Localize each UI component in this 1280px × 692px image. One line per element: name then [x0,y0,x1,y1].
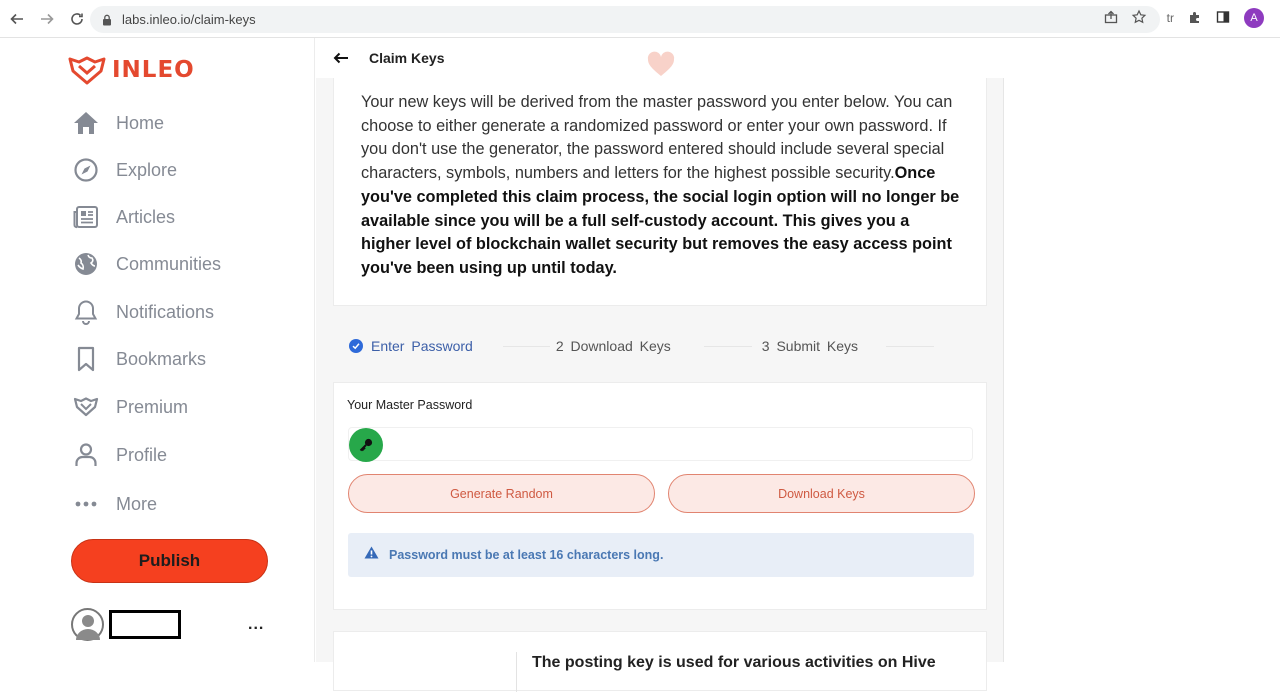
stepper [349,334,949,358]
sidebar [0,38,315,662]
address-bar[interactable] [90,6,1160,33]
page-title: Claim Keys [369,50,445,66]
bell-icon [72,298,100,326]
page-header [316,38,1004,78]
account-row[interactable] [71,608,181,641]
step-connector [886,346,934,347]
posting-key-description: The posting key is used for various activities on Hive [532,654,936,671]
sidepanel-icon[interactable] [1216,10,1230,27]
nav-label: Notifications [116,301,215,322]
nav-bookmarks[interactable] [72,344,206,374]
nav-explore[interactable] [72,155,177,185]
newspaper-icon [72,203,100,231]
password-card [333,382,987,610]
master-password-input[interactable] [348,427,973,461]
nav-articles[interactable] [72,202,175,232]
main-content [316,38,1004,671]
posting-key-card [333,631,987,691]
dots-icon [72,490,100,518]
alert-text: Password must be at least 16 characters long. [389,548,664,562]
nav-label: Home [116,112,165,133]
url-text: labs.inleo.io/claim-keys [122,12,256,27]
inleo-logo-icon [68,56,106,84]
profile-avatar[interactable]: A [1244,8,1264,28]
nav-label: Communities [116,253,222,274]
compass-icon [72,156,100,184]
premium-icon [72,393,100,421]
globe-icon [72,250,100,278]
warning-icon [364,546,379,564]
nav-premium[interactable] [72,392,188,422]
password-label: Your Master Password [347,398,473,412]
nav-label: Bookmarks [116,348,207,369]
extension-label[interactable]: tr [1166,11,1174,25]
user-icon [72,441,100,469]
nav-notifications[interactable] [72,297,214,327]
redacted-username [109,610,181,639]
publish-button[interactable]: Publish [71,539,268,583]
puzzle-icon[interactable] [1188,10,1202,27]
home-icon [72,109,100,137]
nav-more[interactable] [72,489,157,519]
nav-home[interactable] [72,108,164,138]
heart-icon [646,52,676,78]
step-download-keys[interactable] [556,338,671,354]
account-menu-button[interactable]: ... [248,616,265,633]
check-icon [349,339,363,353]
back-nav-icon[interactable] [4,6,30,32]
download-keys-button[interactable]: Download Keys [668,474,975,513]
info-card [333,76,987,306]
bookmark-icon [72,345,100,373]
user-avatar-icon [71,608,104,641]
nav-label: Profile [116,444,168,465]
password-alert [348,533,974,577]
info-bold-text: Once you've completed this claim process, the social login option will no longer be available since you will be a full self-custody account. This gives you a higher level of blockchain wallet security but removes the easy access point you've been using up until today. [361,164,960,277]
nav-label: Premium [116,396,189,417]
step-enter-password[interactable] [349,338,473,354]
step-submit-keys[interactable] [762,338,858,354]
step-label: Enter Password [371,338,473,354]
step-label: 3 Submit Keys [761,338,859,354]
generate-random-button[interactable]: Generate Random [348,474,655,513]
nav-communities[interactable] [72,249,221,279]
step-connector [704,346,752,347]
info-plain-text: Your new keys will be derived from the master password you enter below. You can choose to either generate a randomized password or enter your own password. If you don't use the generator, the password entered should include several special characters, symbols, numbers and letters for the highest possible security. [361,93,953,183]
info-paragraph [361,91,961,281]
star-icon[interactable] [1132,10,1146,27]
lock-icon [100,13,114,27]
divider [516,652,517,692]
nav-profile[interactable] [72,440,167,470]
reload-icon[interactable] [64,6,90,32]
browser-toolbar [0,0,1280,38]
nav-label: Explore [116,159,178,180]
forward-nav-icon[interactable] [34,6,60,32]
nav-label: More [116,493,158,514]
nav-label: Articles [116,206,176,227]
step-connector [503,346,550,347]
key-icon [349,428,383,462]
logo-text: INLEO [112,57,195,83]
back-arrow-icon[interactable] [330,47,352,69]
right-panel [1005,38,1280,662]
logo[interactable] [68,56,195,84]
share-icon[interactable] [1104,10,1118,27]
step-label: 2 Download Keys [555,338,671,354]
